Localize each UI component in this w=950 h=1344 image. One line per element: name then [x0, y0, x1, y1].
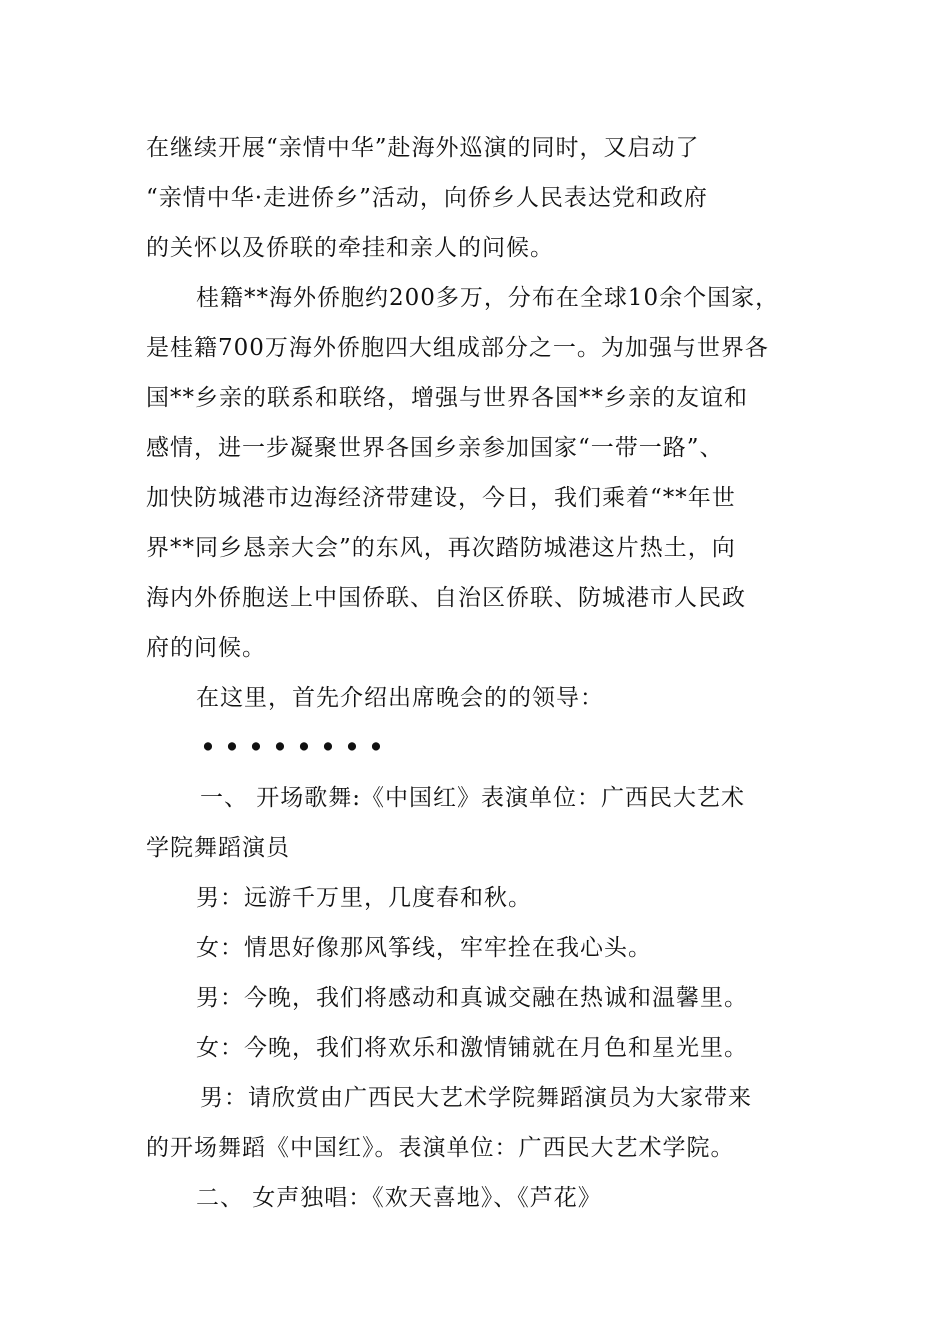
dialogue-line-4: 女：今晚，我们将欢乐和激情铺就在月色和星光里。 [196, 1035, 748, 1061]
paragraph-2-line-7: 海内外侨胞送上中国侨联、自治区侨联、防城港市人民政 [146, 585, 746, 611]
dialogue-line-3: 男：今晚，我们将感动和真诚交融在热诚和温馨里。 [196, 985, 748, 1011]
paragraph-2-line-3: 国**乡亲的联系和联络，增强与世界各国**乡亲的友谊和 [146, 385, 748, 411]
program-1-line-2: 学院舞蹈演员 [146, 835, 290, 861]
announcement-line-1: 男：请欣赏由广西民大艺术学院舞蹈演员为大家带来 [200, 1085, 752, 1111]
paragraph-2-line-1: 桂籍**海外侨胞约200多万，分布在全球10余个国家， [196, 285, 780, 311]
dot-8: • [368, 734, 384, 761]
dot-5: • [296, 734, 312, 761]
dot-3: • [248, 734, 264, 761]
paragraph-2-line-5: 加快防城港市边海经济带建设，今日，我们乘着“**年世 [146, 485, 736, 511]
dot-7: • [344, 734, 360, 761]
paragraph-1-line-2: “亲情中华·走进侨乡”活动，向侨乡人民表达党和政府 [146, 185, 708, 211]
paragraph-2-line-2: 是桂籍700万海外侨胞四大组成部分之一。为加强与世界各 [146, 335, 769, 361]
dialogue-line-2: 女：情思好像那风筝线，牢牢拴在我心头。 [196, 935, 652, 961]
program-1-line-1: 一、 开场歌舞:《中国红》表演单位：广西民大艺术 [200, 785, 746, 811]
paragraph-2-line-6: 界**同乡恳亲大会”的东风，再次踏防城港这片热土，向 [146, 535, 736, 561]
dot-1: • [200, 734, 216, 761]
program-2-line: 二、 女声独唱：《欢天喜地》、《芦花》 [196, 1185, 602, 1211]
ellipsis-dots [196, 733, 388, 763]
intro-line: 在这里，首先介绍出席晚会的的领导： [196, 685, 604, 711]
dot-2: • [224, 734, 240, 761]
paragraph-1-line-3: 的关怀以及侨联的牵挂和亲人的问候。 [146, 235, 554, 261]
paragraph-1-line-1: 在继续开展“亲情中华”赴海外巡演的同时，又启动了 [146, 135, 700, 161]
paragraph-2-line-8: 府的问候。 [146, 635, 266, 661]
dialogue-line-1: 男：远游千万里，几度春和秋。 [196, 885, 532, 911]
dot-4: • [272, 734, 288, 761]
paragraph-2-line-4: 感情，进一步凝聚世界各国乡亲参加国家“一带一路”、 [146, 435, 724, 461]
dot-6: • [320, 734, 336, 761]
announcement-line-2: 的开场舞蹈《中国红》。表演单位：广西民大艺术学院。 [146, 1135, 735, 1161]
